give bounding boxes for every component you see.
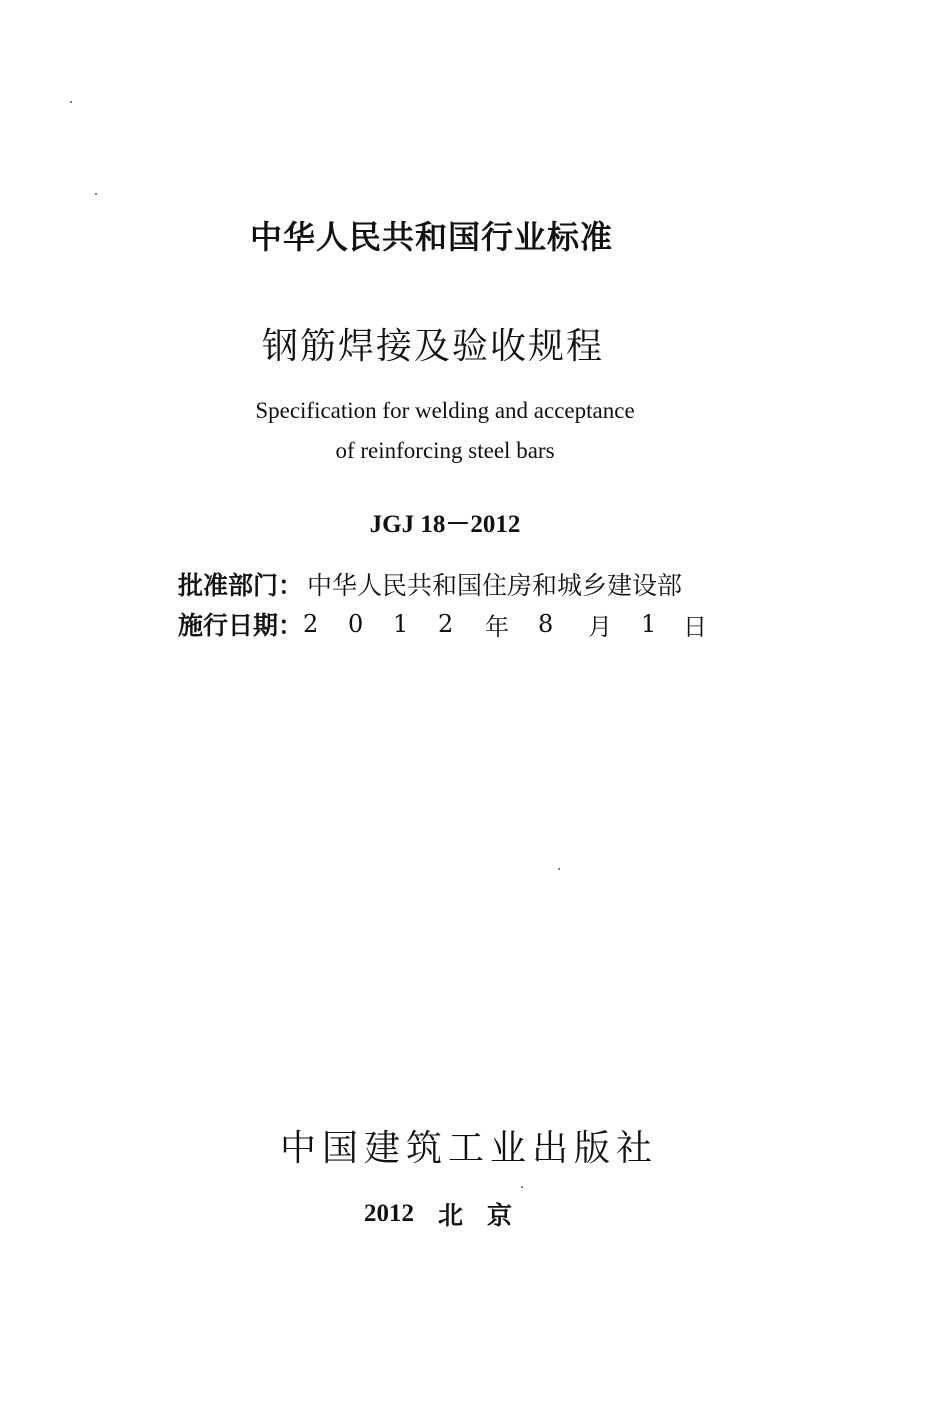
day-value: 1 — [641, 610, 657, 638]
month-value: 8 — [538, 610, 554, 638]
scan-speck — [95, 193, 97, 195]
publication-info — [364, 1196, 536, 1232]
effective-date-row — [178, 607, 707, 641]
standard-code: JGJ 18－2012 — [369, 511, 521, 538]
publication-city: 北京 — [438, 1201, 537, 1230]
approval-label: 批准部门： — [178, 571, 304, 600]
approval-authority: 中华人民共和国住房和城乡建设部 — [307, 571, 683, 600]
day-char: 日 — [683, 612, 708, 641]
month-char: 月 — [588, 612, 613, 641]
scan-speck — [70, 101, 72, 103]
year-digit: 1 — [393, 610, 409, 638]
year-char: 年 — [485, 612, 510, 641]
scan-speck — [558, 868, 560, 870]
title-english-line-2: of reinforcing steel bars — [335, 438, 555, 463]
effective-date-value — [303, 607, 707, 642]
publisher: 中国建筑工业出版社 — [280, 1128, 659, 1169]
approval-row — [178, 567, 682, 601]
standard-category: 中华人民共和国行业标准 — [250, 218, 614, 256]
effective-date-label: 施行日期： — [178, 611, 304, 640]
year-digit: 2 — [438, 610, 454, 638]
scan-speck — [521, 1186, 523, 1188]
year-digit: 2 — [303, 610, 319, 638]
title-english-line-1: Specification for welding and acceptance — [255, 398, 635, 423]
title-chinese: 钢筋焊接及验收规程 — [262, 326, 605, 367]
year-digit: 0 — [348, 610, 364, 638]
publication-year: 2012 — [364, 1200, 414, 1227]
